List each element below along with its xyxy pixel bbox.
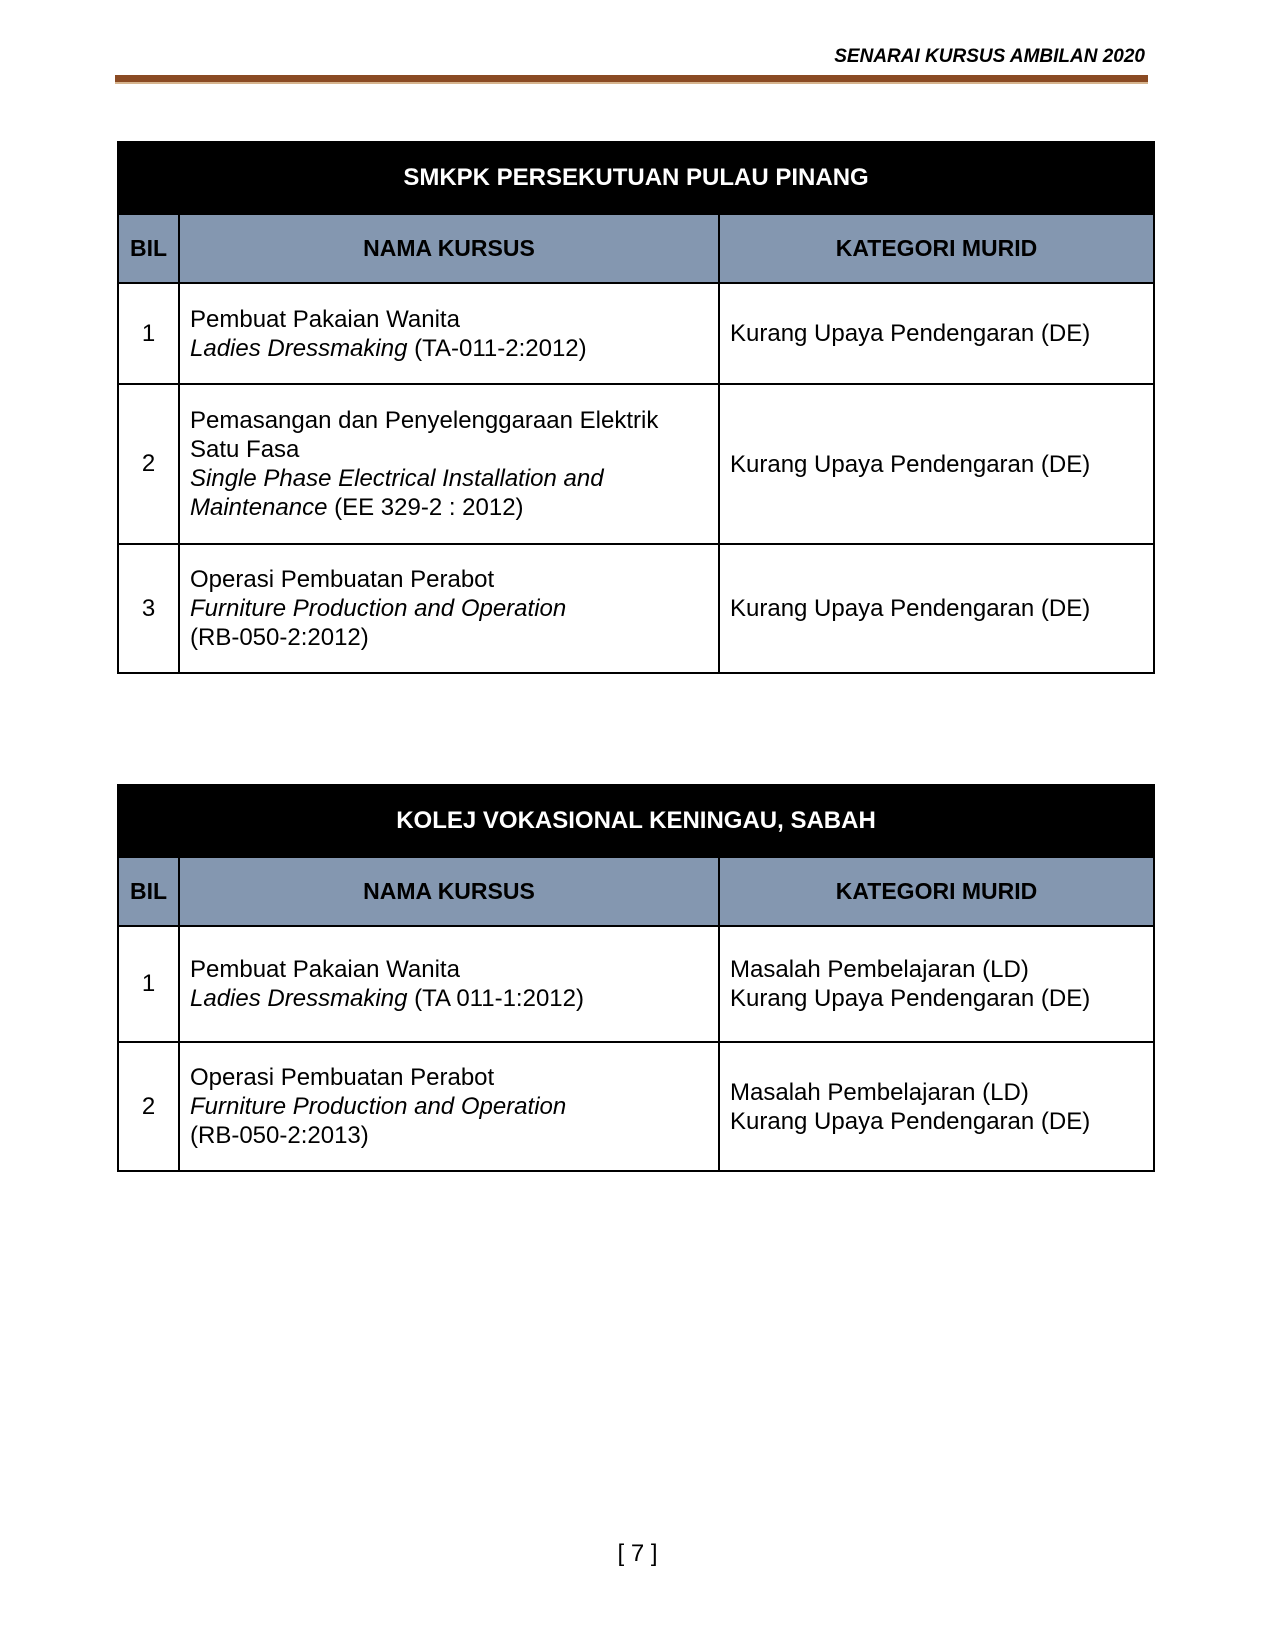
course-name: [179, 926, 719, 1042]
table-row: [118, 544, 1154, 673]
row-number: 3: [118, 544, 179, 673]
course-name-malay-cont: Satu Fasa: [190, 436, 300, 463]
category-item: Kurang Upaya Pendengaran (DE): [730, 320, 1091, 347]
category-item: Masalah Pembelajaran (LD): [730, 1078, 1029, 1106]
column-header-kategori-murid: KATEGORI MURID: [719, 857, 1154, 926]
course-code: (RB-050-2:2013): [190, 1122, 369, 1149]
row-number: 1: [118, 283, 179, 384]
course-name-malay: Operasi Pembuatan Perabot: [190, 1064, 495, 1091]
course-code: (EE 329-2 : 2012): [327, 494, 524, 521]
student-category: [719, 1042, 1154, 1171]
student-category: [719, 384, 1154, 544]
category-item: Kurang Upaya Pendengaran (DE): [730, 450, 1091, 478]
course-name-english: Furniture Production and Operation: [190, 595, 567, 622]
row-number: 2: [118, 1042, 179, 1171]
course-code: (TA-011-2:2012): [407, 334, 587, 362]
course-name-malay: Pembuat Pakaian Wanita: [190, 956, 460, 983]
course-name: [179, 544, 719, 673]
course-name-malay: Pemasangan dan Penyelenggaraan Elektrik: [190, 407, 659, 434]
table-title: KOLEJ VOKASIONAL KENINGAU, SABAH: [118, 785, 1154, 857]
student-category: [719, 283, 1154, 384]
course-code: (RB-050-2:2012): [190, 624, 369, 651]
course-name: [179, 283, 719, 384]
course-name: [179, 384, 719, 544]
column-header-bil: BIL: [118, 857, 179, 926]
course-name-english: Single Phase Electrical Installation and: [190, 465, 604, 492]
course-code: (TA 011-1:2012): [407, 985, 584, 1012]
student-category: [719, 544, 1154, 673]
table-row: [118, 283, 1154, 384]
header-divider: [115, 75, 1148, 84]
student-category: [719, 926, 1154, 1042]
course-name-malay: Pembuat Pakaian Wanita: [190, 305, 460, 333]
category-item: Masalah Pembelajaran (LD): [730, 956, 1029, 983]
course-name-malay: Operasi Pembuatan Perabot: [190, 566, 495, 593]
column-header-bil: BIL: [118, 214, 179, 283]
category-item: Kurang Upaya Pendengaran (DE): [730, 595, 1091, 622]
row-number: 2: [118, 384, 179, 544]
page-number: [ 7 ]: [617, 1540, 658, 1567]
table-row: [118, 926, 1154, 1042]
column-header-kategori-murid: KATEGORI MURID: [719, 214, 1154, 283]
table-row: [118, 384, 1154, 544]
document-header-title: SENARAI KURSUS AMBILAN 2020: [834, 46, 1145, 67]
course-name-english: Ladies Dressmaking: [190, 334, 408, 362]
column-header-nama-kursus: NAMA KURSUS: [179, 214, 719, 283]
category-item: Kurang Upaya Pendengaran (DE): [730, 985, 1091, 1012]
course-name-english: Ladies Dressmaking: [190, 985, 408, 1012]
table-row: [118, 1042, 1154, 1171]
course-table-pulau-pinang: [117, 141, 1155, 674]
row-number: 1: [118, 926, 179, 1042]
course-name: [179, 1042, 719, 1171]
table-title: SMKPK PERSEKUTUAN PULAU PINANG: [118, 142, 1154, 214]
course-table-keningau: [117, 784, 1155, 1172]
category-item: Kurang Upaya Pendengaran (DE): [730, 1107, 1091, 1135]
column-header-nama-kursus: NAMA KURSUS: [179, 857, 719, 926]
course-name-english-cont: Maintenance: [190, 494, 328, 521]
course-name-english: Furniture Production and Operation: [190, 1093, 567, 1120]
